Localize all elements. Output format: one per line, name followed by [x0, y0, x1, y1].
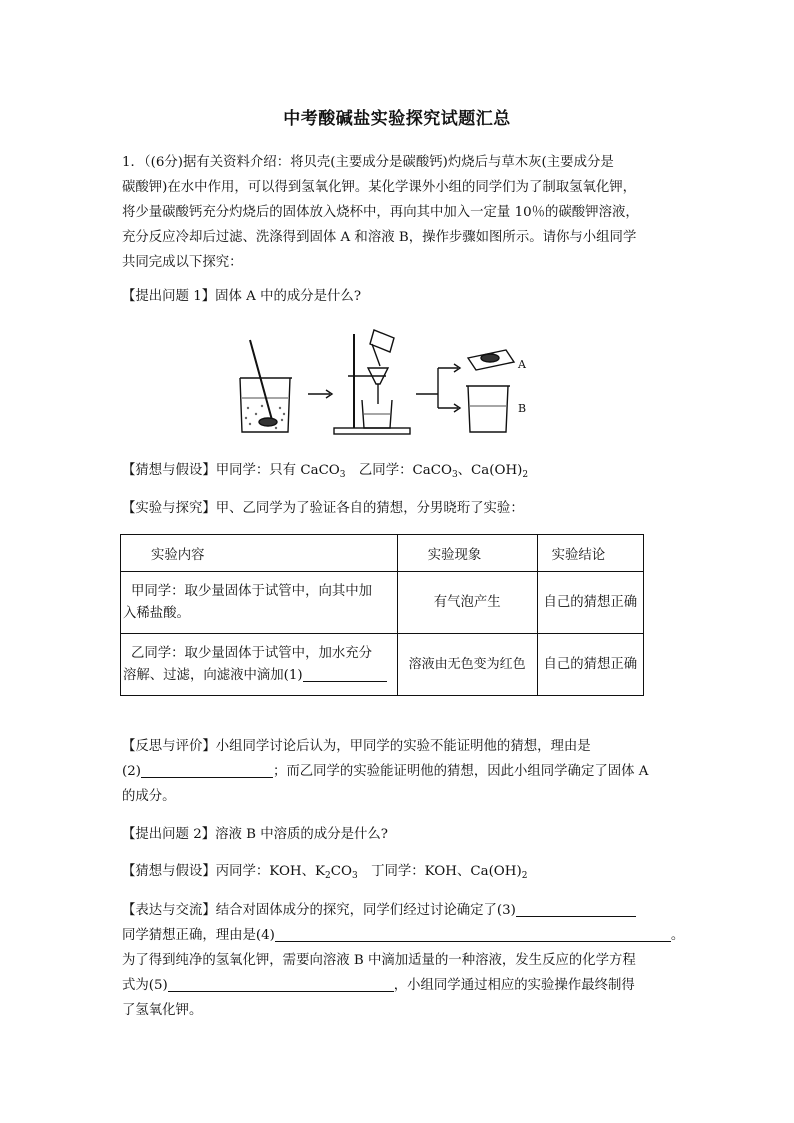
table-row — [121, 572, 644, 634]
hypothesis-2-text-b: CO — [330, 864, 352, 879]
intro-line-3: 将少量碳酸钙充分灼烧后的固体放入烧杯中，再向其中加入一定量 10％的碳酸钾溶液， — [122, 205, 639, 220]
subscript: 3 — [351, 871, 358, 881]
expression-line-5: 了氢氧化钾。 — [122, 1003, 203, 1018]
answer-blank-3[interactable] — [516, 900, 636, 917]
intro-line-1: 1．（(6分)据有关资料介绍：将贝壳(主要成分是碳酸钙)灼烧后与草木灰(主要成分是 — [122, 155, 614, 170]
expression-paragraph — [122, 898, 694, 1023]
hypothesis-1 — [122, 458, 682, 483]
experiment-intro: 【实验与探究】甲、乙同学为了验证各自的猜想，分男晓珩了实验： — [122, 501, 524, 516]
document-title: 中考酸碱盐实验探究试题汇总 — [283, 109, 511, 129]
row-phenomenon: 溶液由无色变为红色 — [397, 634, 537, 696]
row-content — [121, 572, 398, 634]
expression-line-3: 为了得到纯净的氢氧化钾，需要向溶液 B 中滴加适量的一种溶液，发生反应的化学方程 — [122, 953, 636, 968]
row-content-line-1: 甲同学：取少量固体于试管中，向其中加 — [131, 583, 373, 599]
row-content — [121, 634, 398, 696]
row-content-line-2: 溶解、过滤，向滤液中滴加(1) — [123, 667, 303, 683]
hypothesis-1-text-b: 乙同学：CaCO — [345, 463, 452, 478]
label-a: A — [518, 358, 526, 371]
expression-line-4a: 式为(5) — [122, 978, 168, 993]
table-row — [121, 634, 644, 696]
reflection-line-3: 的成分。 — [122, 789, 176, 804]
question-1: 【提出问题 1】固体 A 中的成分是什么? — [122, 289, 361, 304]
expression-line-2: 同学猜想正确，理由是(4) — [122, 928, 275, 943]
subscript: 2 — [521, 871, 528, 881]
answer-blank-2[interactable] — [141, 761, 273, 778]
reflection-paragraph — [122, 734, 682, 809]
hypothesis-2-text-c: 丁同学：KOH、Ca(OH) — [357, 864, 522, 879]
expression-line-2-end: 。 — [670, 928, 685, 943]
row-content-line-2: 入稀盐酸。 — [123, 605, 190, 621]
header-conclusion: 实验结论 — [537, 535, 643, 572]
answer-blank-1[interactable] — [303, 665, 387, 682]
hypothesis-2 — [122, 859, 682, 884]
row-conclusion: 自己的猜想正确 — [537, 634, 643, 696]
expression-line-4b: ，小组同学通过相应的实验操作最终制得 — [393, 978, 635, 993]
expression-line-1: 【表达与交流】结合对固体成分的探究，同学们经过讨论确定了(3) — [122, 903, 516, 918]
answer-blank-4[interactable] — [275, 925, 671, 942]
experiment-table — [120, 534, 644, 696]
reflection-line-1: 【反思与评价】小组同学讨论后认为，甲同学的实验不能证明他的猜想，理由是 — [122, 739, 591, 754]
intro-line-5: 共同完成以下探究： — [122, 255, 243, 270]
hypothesis-1-text-c: 、Ca(OH) — [457, 463, 523, 478]
subscript: 3 — [451, 470, 458, 480]
table-header-row — [121, 535, 644, 572]
subscript: 3 — [339, 470, 346, 480]
label-b: B — [518, 402, 527, 415]
reflection-line-2b: ；而乙同学的实验能证明他的猜想，因此小组同学确定了固体 A — [272, 764, 649, 779]
subscript: 2 — [325, 871, 331, 881]
row-content-line-1: 乙同学：取少量固体于试管中，加水充分 — [131, 645, 373, 661]
header-content: 实验内容 — [121, 535, 398, 572]
intro-paragraph — [122, 150, 682, 275]
hypothesis-1-text-a: 【猜想与假设】甲同学：只有 CaCO — [122, 463, 340, 478]
experiment-apparatus-figure — [236, 328, 536, 440]
reflection-line-2a: (2) — [122, 764, 141, 779]
question-2: 【提出问题 2】溶液 B 中溶质的成分是什么? — [122, 827, 388, 842]
header-phenomenon: 实验现象 — [397, 535, 537, 572]
row-conclusion: 自己的猜想正确 — [537, 572, 643, 634]
row-phenomenon: 有气泡产生 — [397, 572, 537, 634]
intro-line-4: 充分反应冷却后过滤、洗涤得到固体 A 和溶液 B，操作步骤如图所示。请你与小组同学 — [122, 230, 637, 245]
hypothesis-2-text-a: 【猜想与假设】丙同学：KOH、K — [122, 864, 325, 879]
answer-blank-5[interactable] — [168, 975, 394, 992]
intro-line-2: 碳酸钾)在水中作用，可以得到氢氧化钾。某化学课外小组的同学们为了制取氢氧化钾， — [122, 180, 637, 195]
subscript: 2 — [522, 470, 529, 480]
